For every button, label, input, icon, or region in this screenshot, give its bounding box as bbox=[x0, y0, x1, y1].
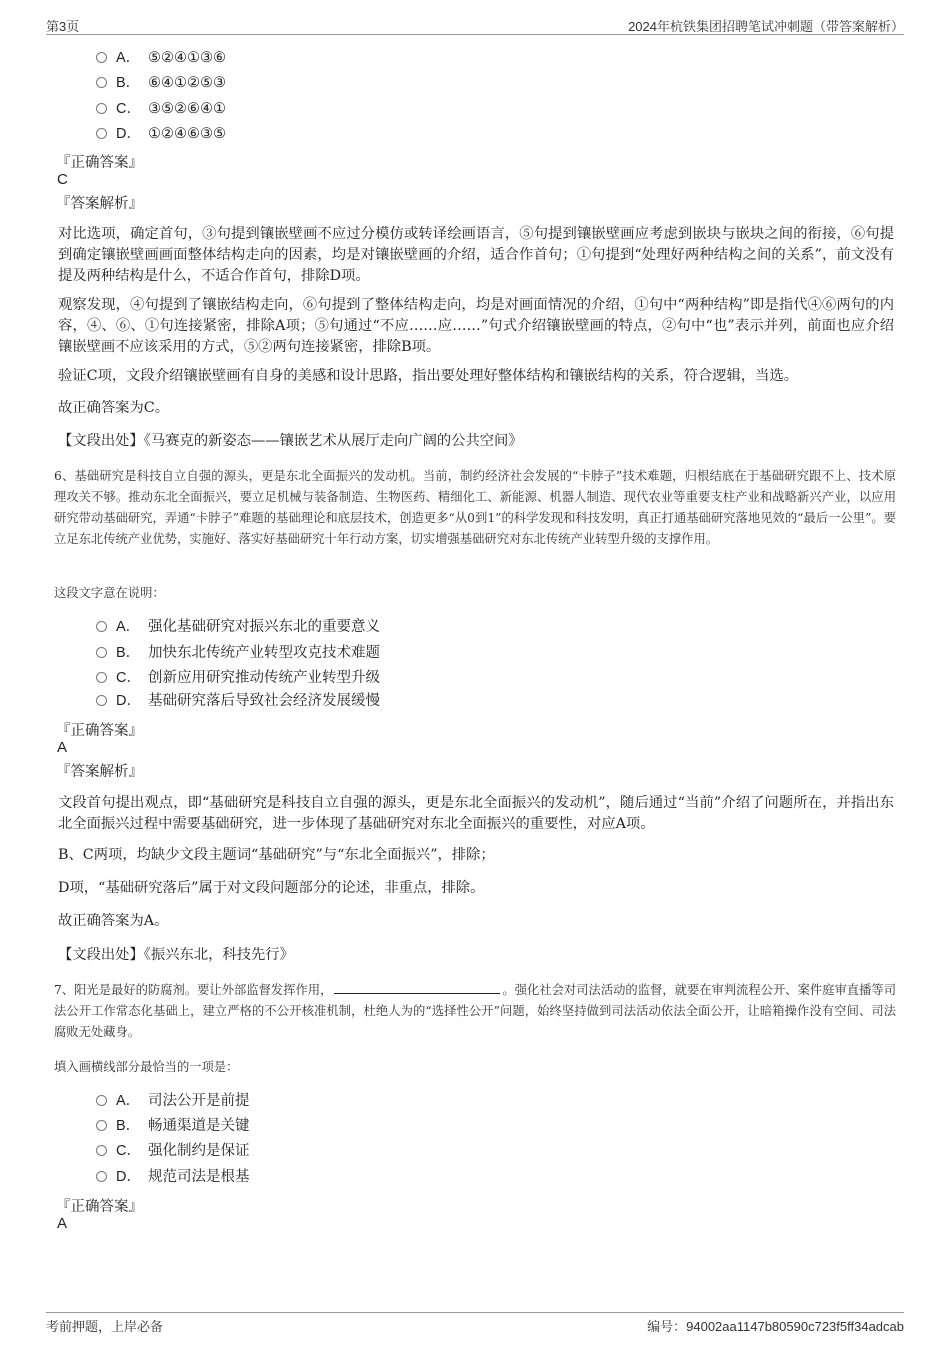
q5-answer: C bbox=[57, 171, 68, 188]
q7-option-b[interactable]: B． 畅通渠道是关键 bbox=[96, 1116, 250, 1136]
q7-option-d[interactable]: D． 规范司法是根基 bbox=[96, 1167, 250, 1187]
q7-option-a[interactable]: A． 司法公开是前提 bbox=[96, 1091, 250, 1111]
q5-answer-label: 『正确答案』 bbox=[56, 155, 143, 171]
radio-icon[interactable] bbox=[96, 128, 107, 139]
radio-icon[interactable] bbox=[96, 77, 107, 88]
q7-stem: 7、阳光是最好的防腐剂。要让外部监督发挥作用， 。强化社会对司法活动的监督，就要在审判流程公开、案件庭审直播等司法公开工作常态化基础上，建立严格的不公开核准机制，杜绝人为的“选择性公开”问题，始终坚持做到司法活动依法全面公开，让暗箱操作没有空间、司法腐败无处藏身。 bbox=[54, 983, 896, 1039]
page-number: 第3页 bbox=[46, 19, 80, 34]
document-title: 2024年杭铁集团招聘笔试冲刺题（带答案解析） bbox=[628, 19, 904, 34]
q6-option-b[interactable]: B． 加快东北传统产业转型攻克技术难题 bbox=[96, 643, 380, 663]
q5-analysis-para-1: 对比选项，确定首句，③句提到镶嵌壁画不应过分模仿或转译绘画语言，⑤句提到镶嵌壁画应考虑到嵌块与嵌块之间的衔接，⑥句提到确定镶嵌壁画画面整体结构走向的因素，均是对镶嵌壁画的介绍，适合作首句；①句提到“处理好两种结构之间的关系”，前文没有提及两种结构是什么，不适合作首句，排除D项。 bbox=[58, 226, 894, 284]
q5-option-d[interactable]: D． ①②④⑥③⑤ bbox=[96, 124, 226, 144]
q5-analysis-para-3: 验证C项，文段介绍镶嵌壁画有自身的美感和设计思路，指出要处理好整体结构和镶嵌结构的关系，符合逻辑，当选。 bbox=[58, 368, 799, 384]
page-header bbox=[46, 14, 904, 35]
q7-question: 填入画横线部分最恰当的一项是： bbox=[54, 1060, 239, 1074]
q7-option-c[interactable]: C． 强化制约是保证 bbox=[96, 1141, 250, 1161]
q6-answer: A bbox=[57, 739, 68, 756]
radio-icon[interactable] bbox=[96, 52, 107, 63]
q5-analysis-label: 『答案解析』 bbox=[56, 196, 143, 212]
q6-option-c[interactable]: C． 创新应用研究推动传统产业转型升级 bbox=[96, 668, 380, 688]
q5-option-b[interactable]: B． ⑥④①②⑤③ bbox=[96, 73, 226, 93]
page-footer bbox=[46, 1312, 904, 1333]
q6-question: 这段文字意在说明： bbox=[54, 586, 165, 600]
q7-answer: A bbox=[57, 1215, 68, 1232]
q5-source: 【文段出处】《马赛克的新姿态——镶嵌艺术从展厅走向广阔的公共空间》 bbox=[58, 433, 523, 449]
q7-answer-label: 『正确答案』 bbox=[56, 1199, 143, 1215]
radio-icon[interactable] bbox=[96, 1145, 107, 1156]
radio-icon[interactable] bbox=[96, 621, 107, 632]
q6-option-a[interactable]: A． 强化基础研究对振兴东北的重要意义 bbox=[96, 617, 380, 637]
q5-analysis-para-4: 故正确答案为C。 bbox=[58, 400, 170, 416]
q5-option-c[interactable]: C． ③⑤②⑥④① bbox=[96, 99, 226, 119]
q6-analysis-para-3: D项，“基础研究落后”属于对文段问题部分的论述，非重点，排除。 bbox=[58, 880, 485, 896]
q6-analysis-para-2: B、C两项，均缺少文段主题词“基础研究”与“东北全面振兴”，排除； bbox=[58, 847, 495, 863]
radio-icon[interactable] bbox=[96, 647, 107, 658]
q6-answer-label: 『正确答案』 bbox=[56, 723, 143, 739]
fill-blank-line bbox=[334, 981, 500, 994]
q6-analysis-para-4: 故正确答案为A。 bbox=[58, 913, 169, 929]
radio-icon[interactable] bbox=[96, 1120, 107, 1131]
document-id: 编号：94002aa1147b80590c723f5ff34adcab bbox=[647, 1319, 904, 1334]
q6-stem: 6、基础研究是科技自立自强的源头，更是东北全面振兴的发动机。当前，制约经济社会发展的“卡脖子”技术难题，归根结底在于基础研究跟不上、技术原理攻关不够。推动东北全面振兴，要立足机械与装备制造、生物医药、精细化工、新能源、机器人制造、现代农业等重要支柱产业和战略新兴产业，以应用研究带动基础研究，弄通“卡脖子”难题的基础理论和底层技术，创造更多“从0到1”的科学发现和科技发明，真正打通基础研究落地见效的“最后一公里”。要立足东北传统产业优势，实施好、落实好基础研究十年行动方案，切实增强基础研究对东北传统产业转型升级的支撑作用。 bbox=[54, 469, 896, 546]
radio-icon[interactable] bbox=[96, 1095, 107, 1106]
q6-source: 【文段出处】《振兴东北，科技先行》 bbox=[58, 947, 294, 963]
radio-icon[interactable] bbox=[96, 103, 107, 114]
footer-slogan: 考前押题，上岸必备 bbox=[46, 1320, 164, 1335]
q6-analysis-para-1: 文段首句提出观点，即“基础研究是科技自立自强的源头，更是东北全面振兴的发动机”，随后通过“当前”介绍了问题所在，并指出东北全面振兴过程中需要基础研究，进一步体现了基础研究对东北全面振兴的重要性，对应A项。 bbox=[58, 795, 894, 832]
radio-icon[interactable] bbox=[96, 1171, 107, 1182]
radio-icon[interactable] bbox=[96, 695, 107, 706]
q5-option-a[interactable]: A． ⑤②④①③⑥ bbox=[96, 48, 226, 68]
q6-option-d[interactable]: D． 基础研究落后导致社会经济发展缓慢 bbox=[96, 691, 380, 711]
q5-analysis-para-2: 观察发现，④句提到了镶嵌结构走向，⑥句提到了整体结构走向，均是对画面情况的介绍，①句中“两种结构”即是指代④⑥两句的内容，④、⑥、①句连接紧密，排除A项；⑤句通过“不应……应……”句式介绍镶嵌壁画的特点，②句中“也”表示并列，前面也应介绍镶嵌壁画不应该采用的方式，⑤②两句连接紧密，排除B项。 bbox=[58, 297, 894, 355]
radio-icon[interactable] bbox=[96, 672, 107, 683]
q6-analysis-label: 『答案解析』 bbox=[56, 764, 143, 780]
